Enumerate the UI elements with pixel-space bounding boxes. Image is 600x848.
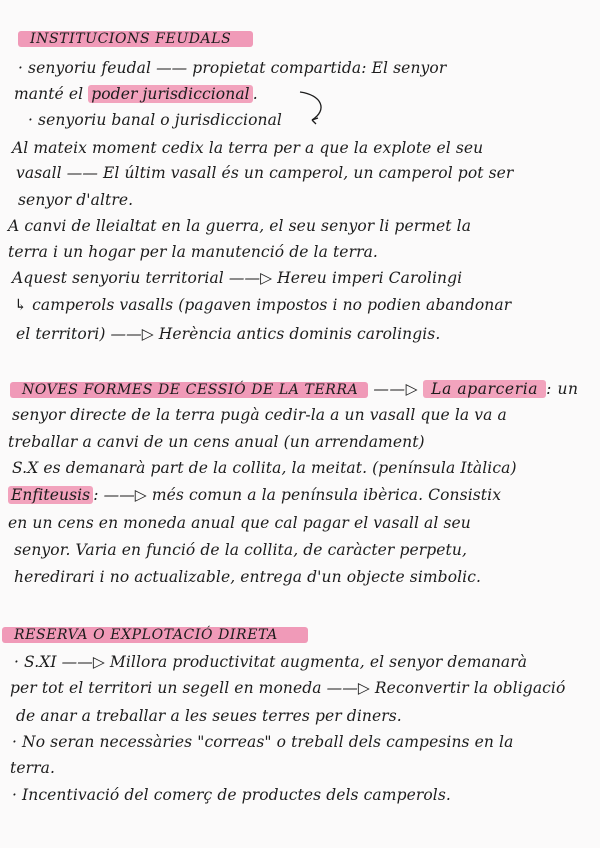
s1-line-10: ↳ camperols vasalls (pagaven impostos i no podien abandonar — [14, 296, 512, 314]
s2-line-3: treballar a canvi de un cens anual (un arrendament) — [8, 433, 425, 451]
s1-line-8: terra i un hogar per la manutenció de la terra. — [8, 243, 378, 261]
s1-line-11: el territori) ——▷ Herència antics dominis carolingis. — [16, 325, 441, 343]
s2-line-2: senyor directe de la terra pugà cedir-la a un vasall que la va a — [12, 406, 507, 424]
s3-line-2: per tot el territori un segell en moneda ——▷ Reconvertir la obligació — [10, 679, 566, 697]
s2-line-6: en un cens en moneda anual que cal pagar el vasall al seu — [8, 514, 471, 532]
s1-line-9: Aquest senyoriu territorial ——▷ Hereu imperi Carolingi — [12, 269, 463, 287]
s1-line-7: A canvi de lleialtat en la guerra, el seu senyor li permet la — [8, 217, 472, 235]
s1-line-2: manté el poder jurisdiccional . — [14, 85, 258, 103]
s2-line-7: senyor. Varia en funció de la collita, de caràcter perpetu, — [14, 541, 467, 559]
s1-line-3: · senyoriu banal o jurisdiccional — [28, 111, 282, 129]
highlight-poder: poder jurisdiccional — [88, 85, 253, 103]
s3-line-5: terra. — [10, 759, 55, 777]
s3-line-3: de anar a treballar a les seues terres per diners. — [16, 707, 402, 725]
heading-reserva: RESERVA O EXPLOTACIÓ DIRETA — [2, 626, 308, 644]
s1-line-6: senyor d'altre. — [18, 191, 134, 209]
highlight-enfiteusis: Enfiteusis — [8, 486, 93, 504]
highlight-aparceria: La aparceria — [423, 380, 546, 398]
s1-line-1: · senyoriu feudal —— propietat compartida: El senyor — [18, 59, 447, 77]
s2-line-5: Enfiteusis : ——▷ més comun a la península ibèrica. Consistix — [8, 485, 501, 505]
heading-noves-formes: NOVES FORMES DE CESSIÓ DE LA TERRA ——▷ La aparceria : un — [10, 380, 579, 399]
heading-institucions: INSTITUCIONS FEUDALS — [18, 30, 253, 48]
s1-line-5: vasall —— El últim vasall és un camperol, un camperol pot ser — [16, 164, 514, 182]
s2-line-4: S.X es demanarà part de la collita, la meitat. (península Itàlica) — [12, 459, 517, 477]
s3-line-1: · S.XI ——▷ Millora productivitat augmenta, el senyor demanarà — [14, 653, 528, 671]
s1-line-4: Al mateix moment cedix la terra per a que la explote el seu — [12, 139, 484, 157]
s3-line-6: · Incentivació del comerç de productes dels camperols. — [12, 786, 451, 804]
s3-line-4: · No seran necessàries "correas" o treball dels campesins en la — [12, 733, 514, 751]
s2-line-8: heredirari i no actualizable, entrega d'un objecte simbolic. — [14, 568, 482, 586]
